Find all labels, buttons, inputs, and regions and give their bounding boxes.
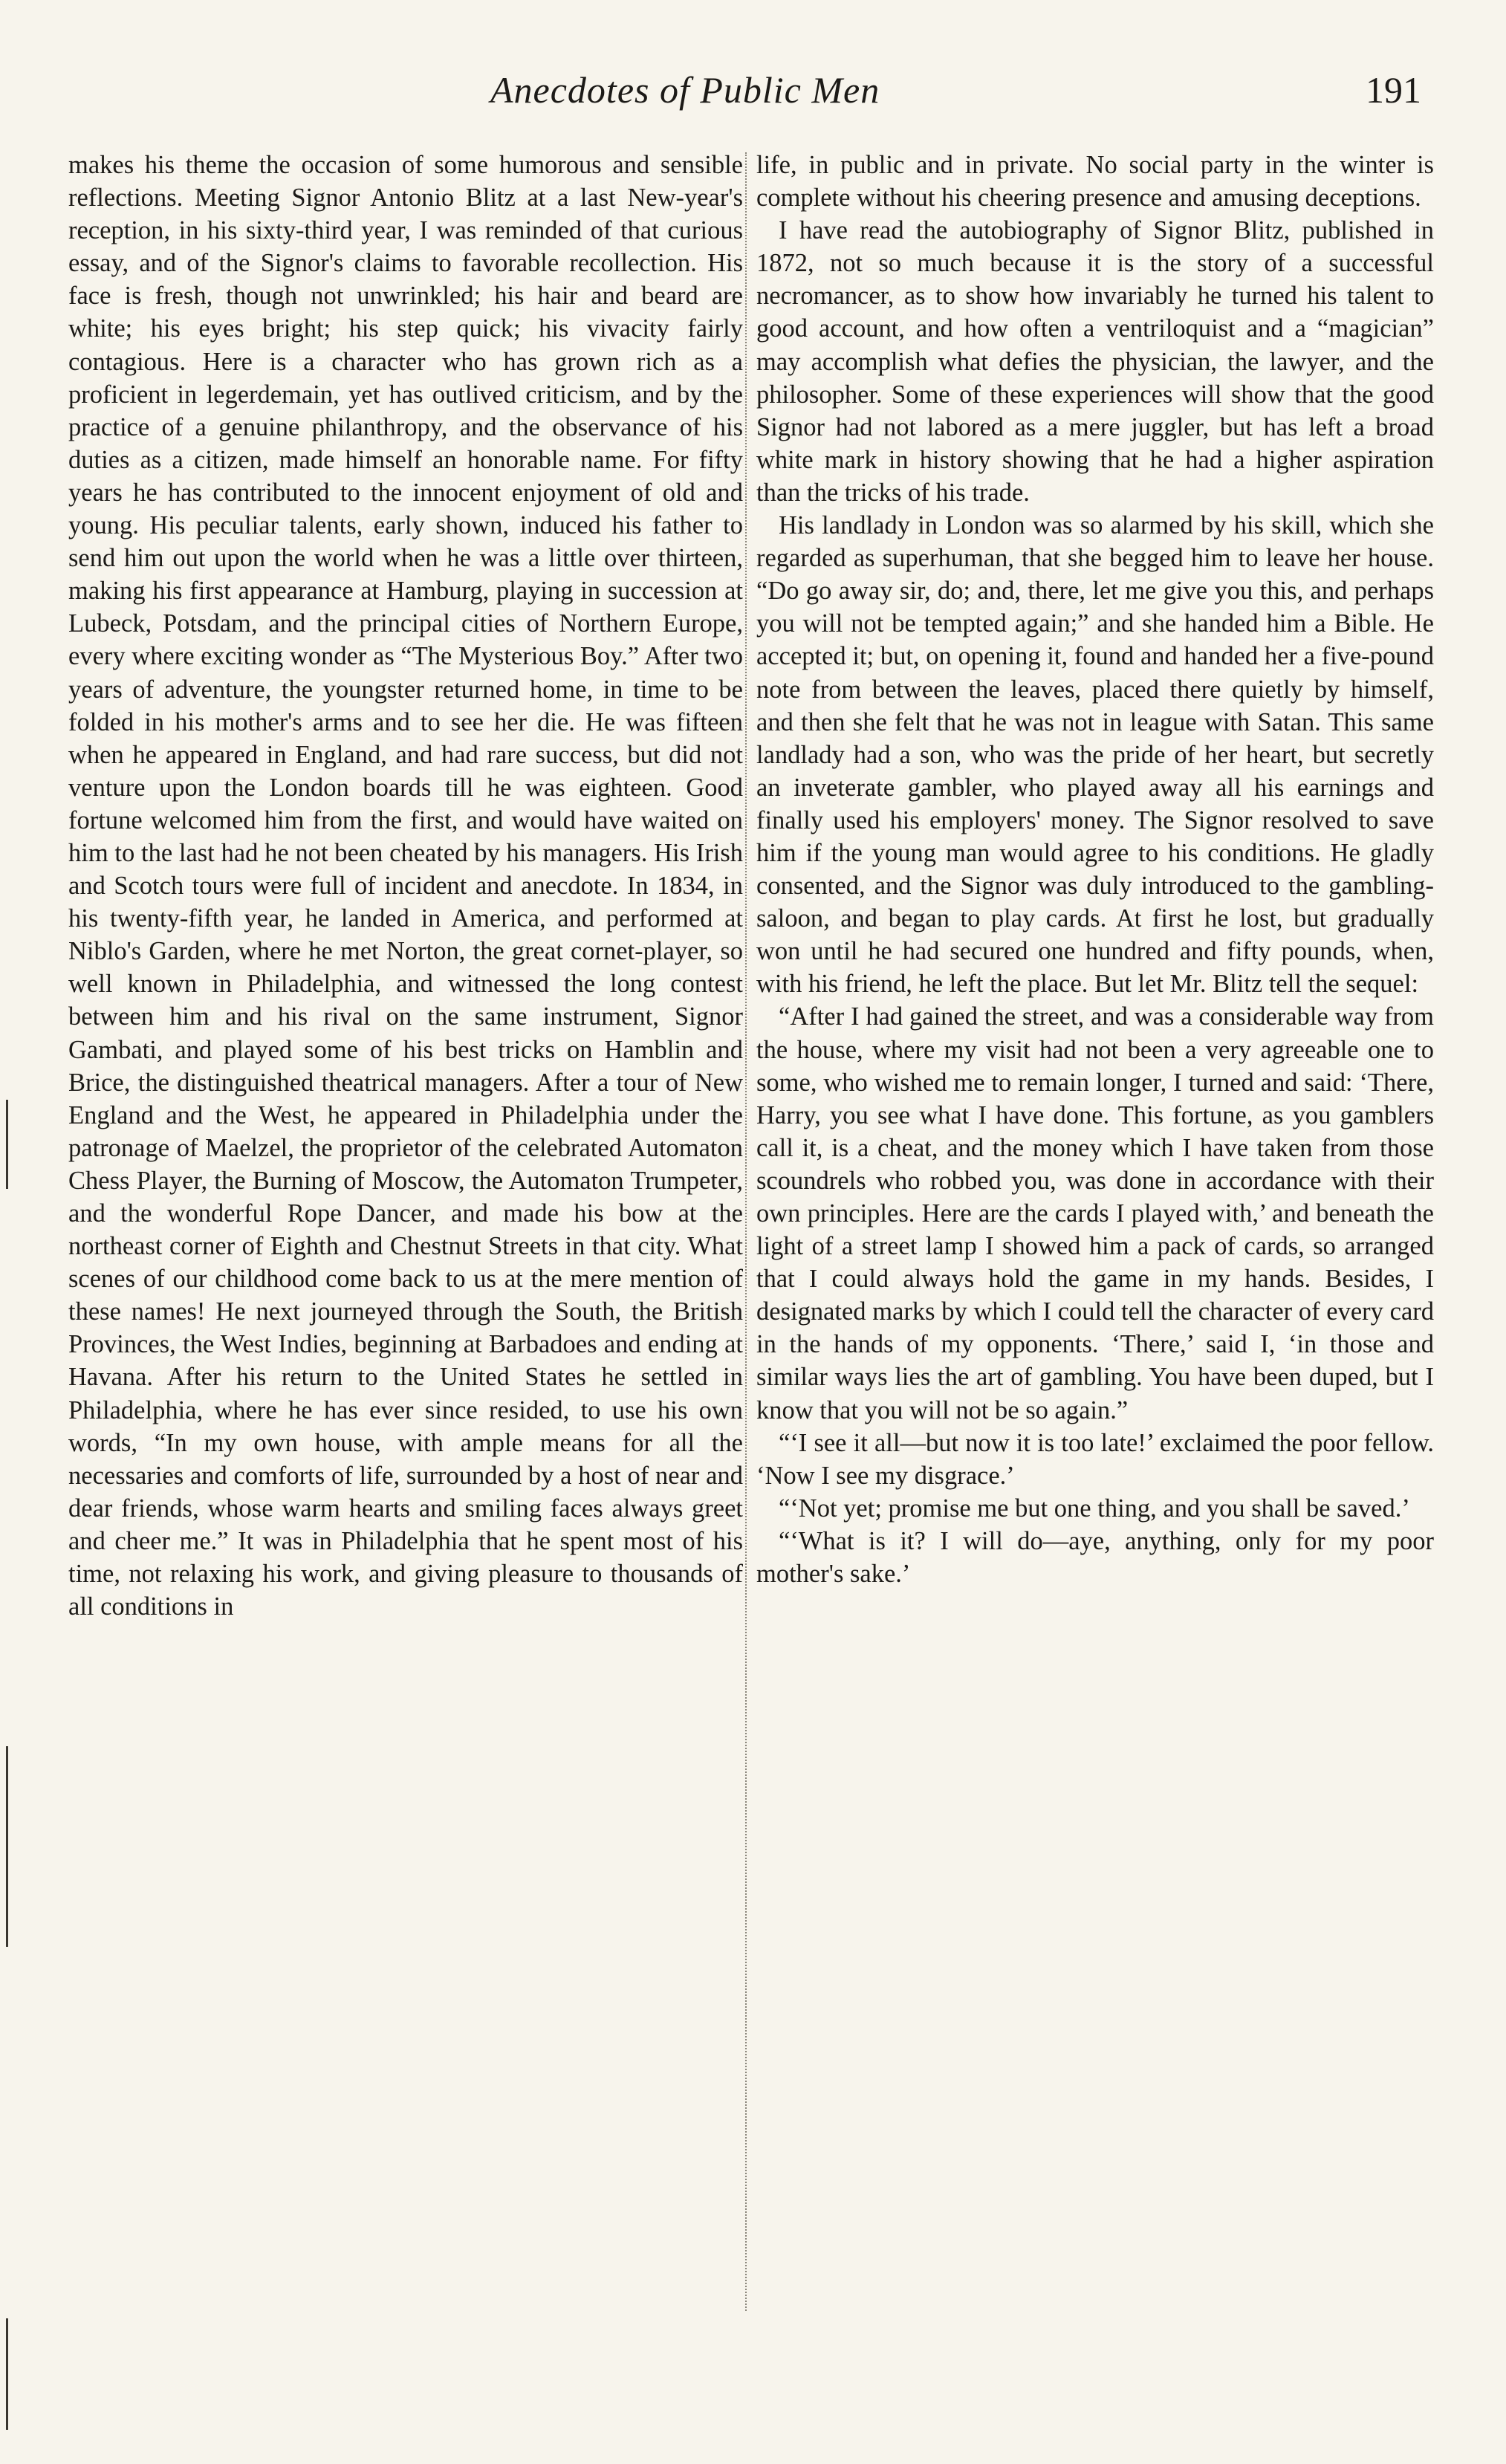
margin-mark — [6, 2318, 8, 2430]
margin-mark — [6, 1100, 8, 1189]
body-paragraph: life, in public and in private. No social party in the winter is complete without his cheering presence and amusing deceptions. — [756, 151, 1434, 213]
running-title: Anecdotes of Public Men — [490, 69, 880, 111]
body-paragraph: “‘What is it? I will do—aye, anything, only for my poor mother's sake.’ — [756, 1526, 1434, 1589]
body-paragraph: His landlady in London was so alarmed by his skill, which she regarded as superhuman, that she begged him to leave her house. “Do go away sir, do; and, there, let me give you this, and perhaps you will not be tempted again;” and she handed him a Bible. He accepted it; but, on opening it, found and handed her a five-pound note from between the leaves, placed there quietly by himself, and then she felt that he was not in league with Satan. This same landlady had a son, who was the pride of her heart, but secretly an inveterate gambler, who played away all his earnings and finally used his employers' money. The Signor resolved to save him if the young man would agree to his conditions. He gladly consented, and the Signor was duly introduced to the gambling-saloon, and began to play cards. At first he lost, but gradually won until he had secured one hundred and fifty pounds, when, with his friend, he left the place. But let Mr. Blitz tell the sequel: — [756, 511, 1434, 999]
body-paragraph: “‘I see it all—but now it is too late!’ exclaimed the poor fellow. ‘Now I see my disgrace.’ — [756, 1428, 1434, 1490]
body-paragraph: “‘Not yet; promise me but one thing, and you shall be saved.’ — [779, 1494, 1410, 1523]
body-paragraph: makes his theme the occasion of some humorous and sensible reflections. Meeting Signor Antonio Blitz at a last New-year's reception, in his sixty-third year, I was reminded of that curious essay, and of the Signor's claims to favorable recollection. His face is fresh, though not unwrinkled; his hair and beard are white; his eyes bright; his step quick; his vivacity fairly contagious. Here is a character who has grown rich as a proficient in legerdemain, yet has outlived criticism, and by the practice of a genuine philanthropy, and the observance of his duties as a citizen, made himself an honorable name. For fifty years he has contributed to the innocent enjoyment of old and young. His peculiar talents, early shown, induced his father to send him out upon the world when he was a little over thirteen, making his first appearance at Hamburg, playing in succession at Lubeck, Potsdam, and the principal cities of Northern Europe, every where exciting wonder as “The Mysterious Boy.” After two years of adventure, the youngster returned home, in time to be folded in his mother's arms and to see her die. He was fifteen when he appeared in England, and had rare success, but did not venture upon the London boards till he was eighteen. Good fortune welcomed him from the first, and would have waited on him to the last had he not been cheated by his managers. His Irish and Scotch tours were full of incident and anecdote. In 1834, in his twenty-fifth year, he landed in America, and performed at Niblo's Garden, where he met Norton, the great cornet-player, so well known in Philadelphia, and witnessed the long contest between him and his rival on the same instrument, Signor Gambati, and played some of his best tricks on Hamblin and Brice, the distinguished theatrical managers. After a tour of New England and the West, he appeared in Philadelphia under the patronage of Maelzel, the proprietor of the celebrated Automaton Chess Player, the Burning of Moscow, the Automaton Trumpeter, and the wonderful Rope Dancer, and made his bow at the northeast corner of Eighth and Chestnut Streets in that city. What scenes of our childhood come back to us at the mere mention of these names! He next journeyed through the South, the British Provinces, the West Indies, beginning at Barbadoes and ending at Havana. After his return to the United States he settled in Philadelphia, where he has ever since resided, to use his own words, “In my own house, with ample means for all the necessaries and comforts of life, surrounded by a host of near and dear friends, whose warm hearts and smiling faces always greet and cheer me.” It was in Philadelphia that he spent most of his time, not relaxing his work, and giving pleasure to thousands of all conditions in — [68, 151, 743, 1621]
right-column — [756, 149, 1434, 1590]
left-column — [68, 149, 743, 1623]
body-paragraph: “After I had gained the street, and was a considerable way from the house, where my visit had not been a very agreeable one to some, who wished me to remain longer, I turned and said: ‘There, Harry, you see what I have done. This fortune, as you gamblers call it, is a cheat, and the money which I have taken from those scoundrels who robbed you, was done in accordance with their own principles. Here are the cards I played with,’ and beneath the light of a street lamp I showed him a pack of cards, so arranged that I could always hold the game in my hands. Besides, I designated marks by which I could tell the character of every card in the hands of my opponents. ‘There,’ said I, ‘in those and similar ways lies the art of gambling. You have been duped, but I know that you will not be so again.” — [756, 1002, 1434, 1424]
running-header — [0, 68, 1506, 120]
margin-mark — [6, 1746, 8, 1947]
column-divider — [745, 152, 747, 2311]
page-number: 191 — [1366, 69, 1421, 111]
body-paragraph: I have read the autobiography of Signor Blitz, published in 1872, not so much because it is the story of a successful necromancer, as to show how invariably he turned his talent to good account, and how often a ventriloquist and a “magician” may accomplish what defies the physician, the lawyer, and the philosopher. Some of these experiences will show that the good Signor had not labored as a mere juggler, but has left a broad white mark in history showing that he had a higher aspiration than the tricks of his trade. — [756, 216, 1434, 507]
